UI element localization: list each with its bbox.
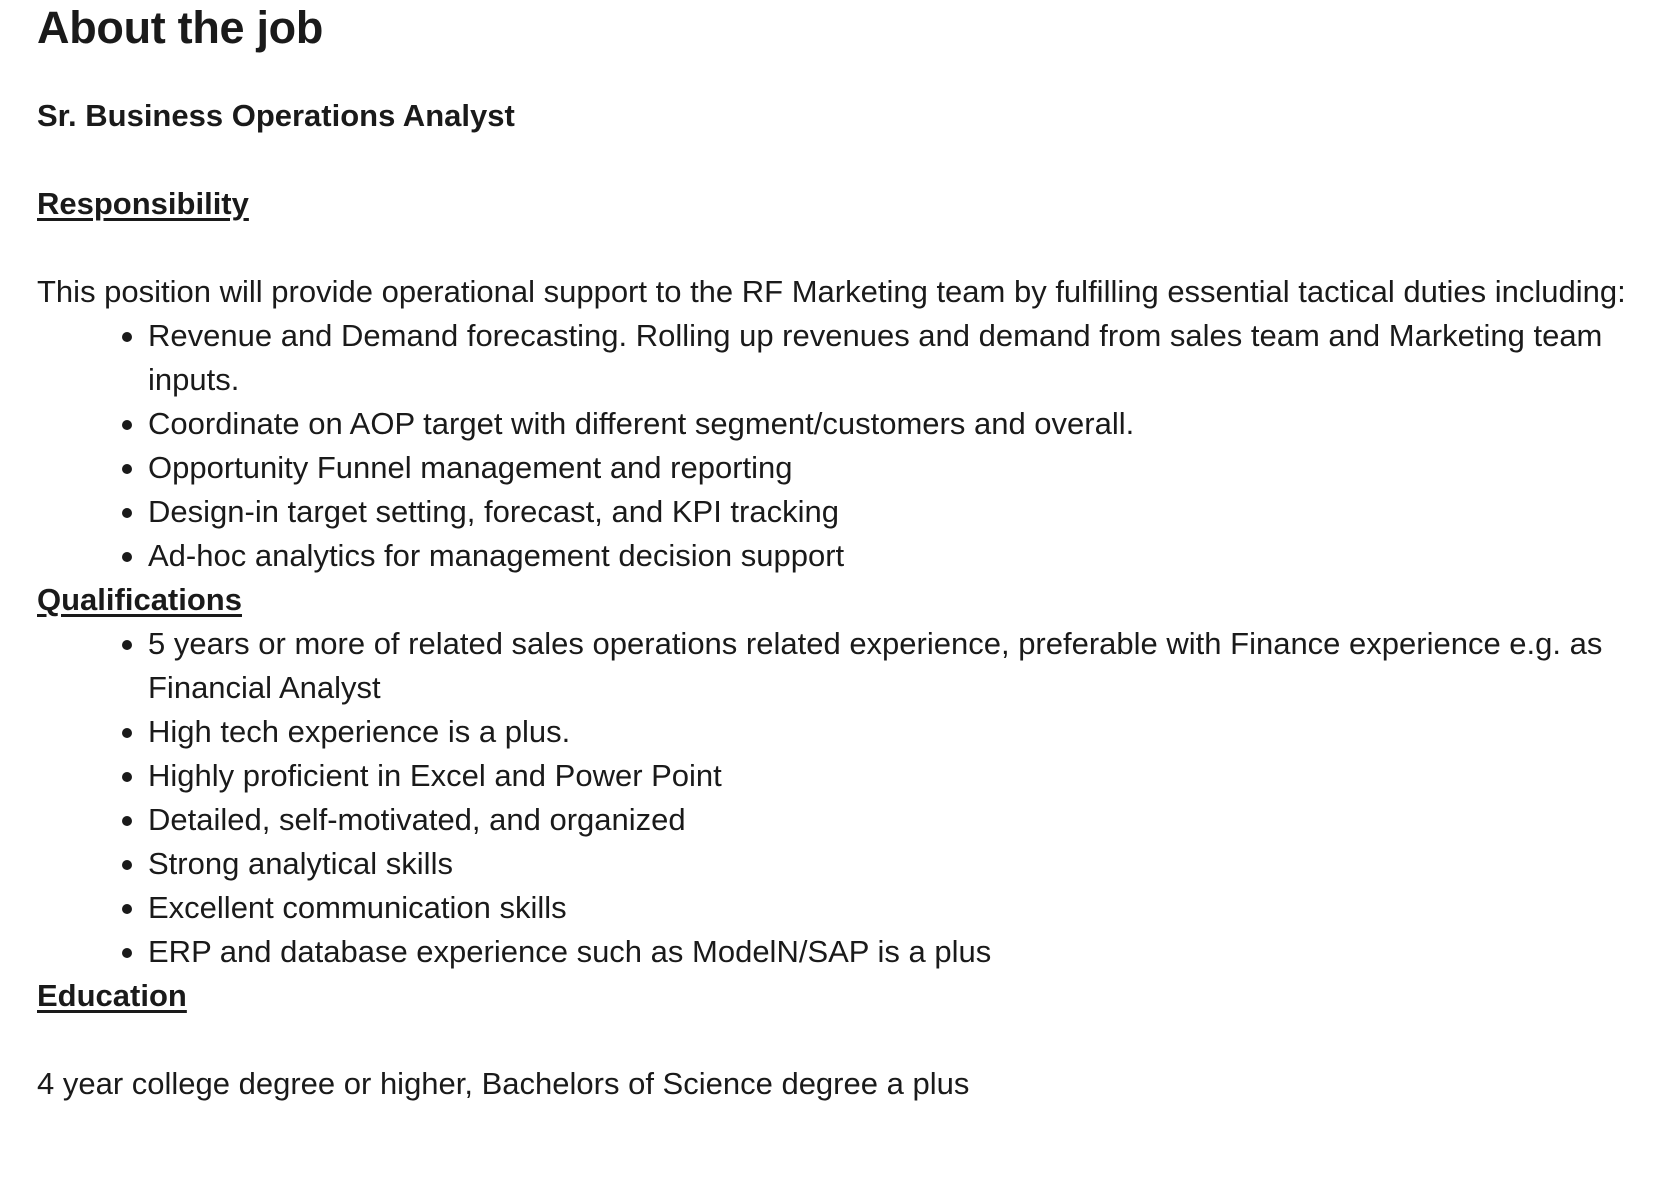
responsibility-list (37, 314, 1657, 578)
qualifications-heading: Qualifications (37, 582, 242, 617)
job-description (37, 0, 1657, 1106)
education-heading: Education (37, 978, 187, 1013)
list-item: Opportunity Funnel management and reporting (148, 446, 1657, 490)
list-item: High tech experience is a plus. (148, 710, 1657, 754)
responsibility-heading: Responsibility (37, 186, 249, 221)
list-item: 5 years or more of related sales operations related experience, preferable with Finance experience e.g. as Financial Analyst (148, 622, 1657, 710)
education-text: 4 year college degree or higher, Bachelors of Science degree a plus (37, 1066, 970, 1101)
qualifications-list (37, 622, 1657, 974)
list-item: Detailed, self-motivated, and organized (148, 798, 1657, 842)
list-item: Coordinate on AOP target with different segment/customers and overall. (148, 402, 1657, 446)
list-item: Design-in target setting, forecast, and KPI tracking (148, 490, 1657, 534)
list-item: ERP and database experience such as ModelN/SAP is a plus (148, 930, 1657, 974)
list-item: Ad-hoc analytics for management decision support (148, 534, 1657, 578)
list-item: Revenue and Demand forecasting. Rolling up revenues and demand from sales team and Marketing team inputs. (148, 314, 1657, 402)
list-item: Highly proficient in Excel and Power Point (148, 754, 1657, 798)
list-item: Strong analytical skills (148, 842, 1657, 886)
responsibility-intro: This position will provide operational support to the RF Marketing team by fulfilling essential tactical duties including: (37, 274, 1626, 309)
page-title: About the job (37, 2, 324, 53)
list-item: Excellent communication skills (148, 886, 1657, 930)
job-title: Sr. Business Operations Analyst (37, 98, 515, 133)
